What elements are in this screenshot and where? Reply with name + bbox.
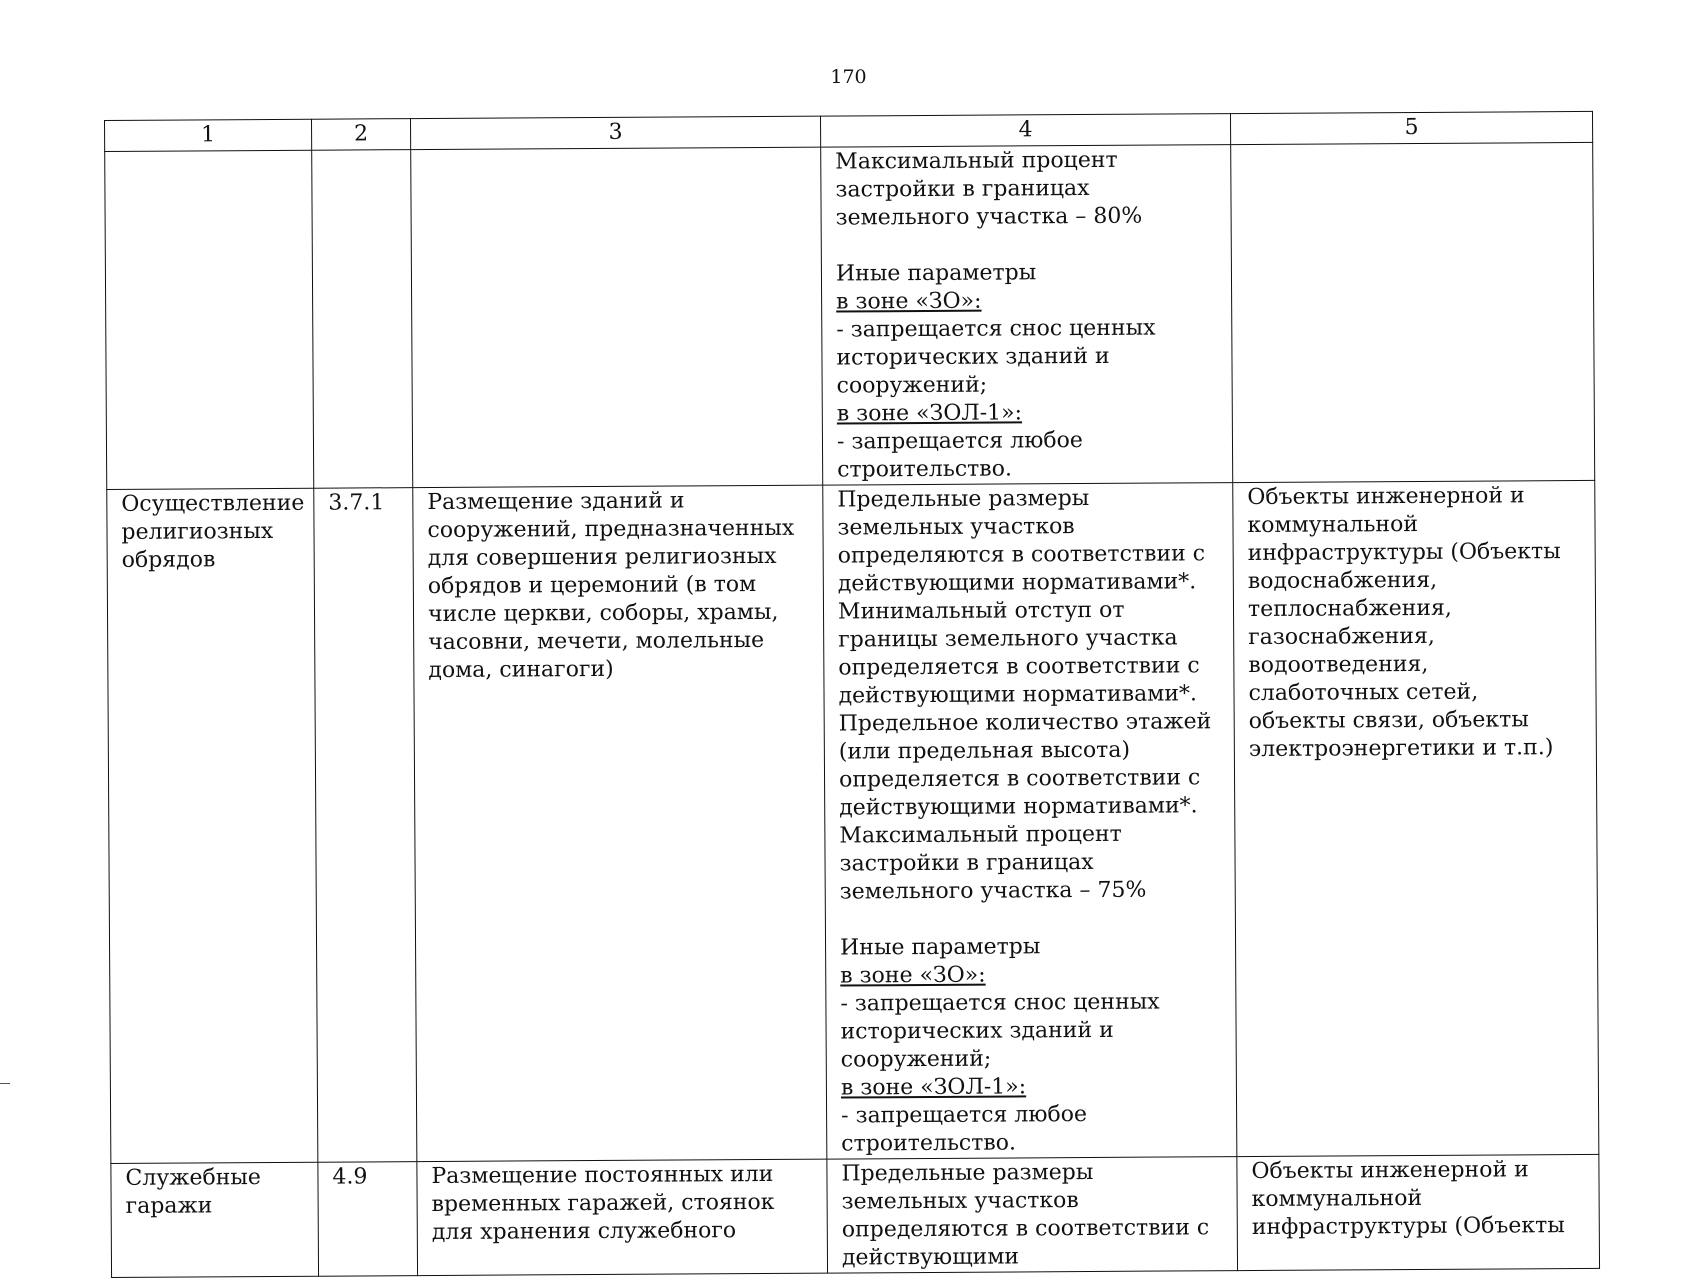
header-cell: 2 — [311, 119, 410, 151]
cell-parameters — [827, 1157, 1238, 1274]
table-row — [107, 480, 1599, 1163]
header-cell: 3 — [410, 116, 820, 150]
zoning-table — [104, 111, 1600, 1278]
zone-label: в зоне «ЗОЛ-1»: — [840, 1074, 1027, 1101]
zone-label: в зоне «ЗОЛ-1»: — [836, 400, 1023, 427]
parameter-list — [837, 484, 1222, 1158]
cell-use-name: Осуществление религиозных обрядов — [107, 488, 318, 1163]
cell-use-code: 3.7.1 — [314, 488, 417, 1163]
parameter-line: Иные параметры — [839, 934, 1041, 961]
parameter-list — [835, 146, 1218, 484]
blank-line — [840, 904, 1221, 934]
header-cell: 5 — [1230, 111, 1592, 144]
cell-empty — [411, 147, 823, 487]
table-row — [111, 1154, 1600, 1277]
parameter-line: Предельные размеры земельных участков определяются в соответствии с действующими нормативами*. — [837, 485, 1206, 597]
blank-line — [836, 230, 1217, 260]
cell-empty — [312, 150, 413, 489]
parameter-line: - запрещается любое строительство. — [841, 1102, 1088, 1157]
zone-label: в зоне «ЗО»: — [836, 288, 982, 315]
parameter-list — [841, 1158, 1223, 1272]
parameter-line: Максимальный процент застройки в границах земельного участка – 80% — [835, 147, 1143, 231]
page-number: 170 — [830, 66, 867, 88]
parameter-line: Максимальный процент застройки в границах земельного участка – 75% — [839, 821, 1147, 905]
scan-edge-mark — [0, 1083, 10, 1084]
cell-parameters — [823, 483, 1237, 1159]
header-cell: 4 — [820, 114, 1230, 148]
cell-use-name: Служебные гаражи — [111, 1162, 319, 1277]
parameter-line: Предельное количество этажей (или предельная высота) определяется в соответствии с действующими нормативами*. — [838, 709, 1212, 821]
parameter-line: Предельные размеры земельных участков определяются в соответствии с действующими — [841, 1159, 1210, 1271]
cell-use-code: 4.9 — [318, 1162, 418, 1277]
cell-auxiliary-objects: Объекты инженерной и коммунальной инфраструктуры (Объекты — [1237, 1154, 1600, 1270]
parameter-line: - запрещается снос ценных исторических зданий и сооружений; — [836, 315, 1156, 399]
parameter-line: - запрещается снос ценных исторических зданий и сооружений; — [840, 989, 1160, 1073]
cell-empty — [1231, 142, 1595, 482]
cell-parameters — [821, 145, 1233, 485]
cell-auxiliary-objects: Объекты инженерной и коммунальной инфраструктуры (Объекты водоснабжения, теплоснабжения, газоснабжения, водоотведения, слаботочных сетей, объекты связи, объекты электроэнергетики и т.п.) — [1233, 480, 1599, 1156]
zone-label: в зоне «ЗО»: — [840, 962, 986, 989]
cell-use-description: Размещение постоянных или временных гаражей, стоянок для хранения служебного — [417, 1159, 828, 1276]
table-row — [105, 142, 1595, 489]
header-cell: 1 — [105, 119, 312, 151]
parameter-line: - запрещается любое строительство. — [836, 428, 1083, 483]
cell-empty — [105, 150, 314, 489]
parameter-line: Минимальный отступ от границы земельного участка определяется в соответствии с действующими нормативами*. — [837, 597, 1200, 709]
parameter-line: Иные параметры — [835, 260, 1037, 287]
cell-use-description: Размещение зданий и сооружений, предназначенных для совершения религиозных обрядов и церемоний (в том числе церкви, соборы, храмы, часовни, мечети, молельные дома, синагоги) — [413, 485, 827, 1161]
